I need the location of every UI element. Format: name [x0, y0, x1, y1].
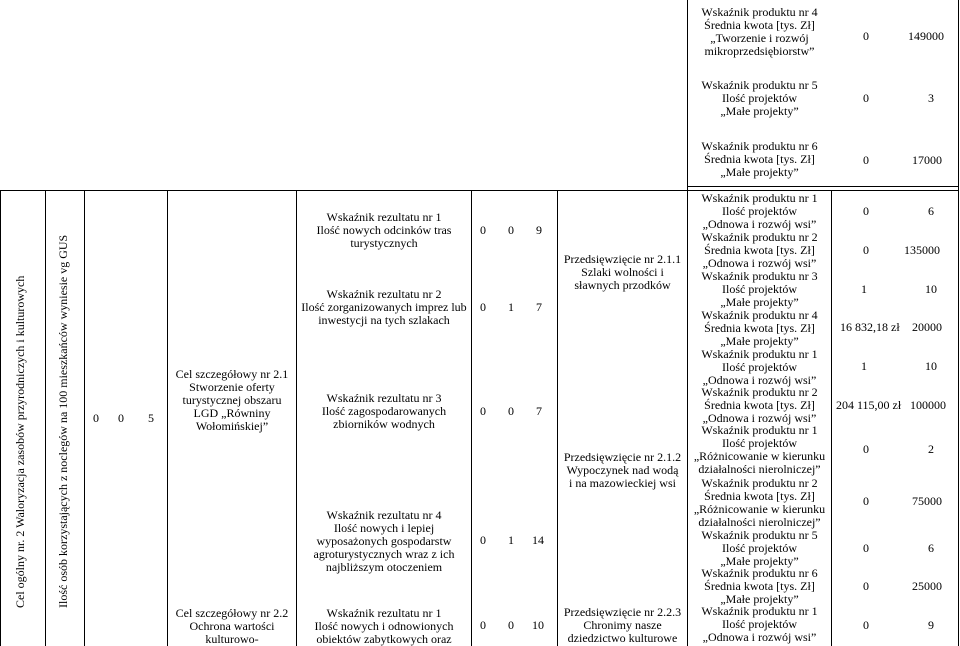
specific-goal-2-2: Cel szczegółowy nr 2.2 Ochrona wartości kulturowo- [175, 606, 289, 646]
top-product-value-2: 17000 [912, 153, 942, 167]
top-product-label: Wskaźnik produktu nr 4 Średnia kwota [tys. Zł] „Tworzenie i rozwój mikroprzedsiębiorstw” [701, 5, 818, 58]
result-value-1: 0 [480, 300, 486, 314]
product-value-2: 135000 [904, 243, 940, 257]
product-value-2: 100000 [910, 398, 946, 412]
product-value-1: 0 [863, 541, 869, 555]
top-product-value-2: 3 [928, 91, 934, 105]
top-product-value-1: 0 [863, 29, 869, 43]
product-indicator: Wskaźnik produktu nr 1 Ilość projektów „Odnowa i rozwój wsi” [701, 604, 818, 644]
product-indicator: Wskaźnik produktu nr 1 Ilość projektów „Odnowa i rozwój wsi” [701, 191, 818, 231]
product-indicator: Wskaźnik produktu nr 2 Średnia kwota [tys. Zł] „Odnowa i rozwój wsi” [701, 385, 818, 425]
product-value-2: 2 [928, 442, 934, 456]
product-indicator: Wskaźnik produktu nr 3 Ilość projektów „Małe projekty” [701, 269, 818, 309]
result-indicator: Wskaźnik rezultatu nr 1 Ilość nowych odcinków tras turystycznych [316, 210, 452, 250]
indicator-value-2: 0 [118, 411, 124, 425]
undertaking-2-1-2: Przedsięwzięcie nr 2.1.2 Wypoczynek nad wodą i na mazowieckiej wsi [563, 450, 682, 490]
result-value-3: 14 [532, 533, 544, 547]
product-value-1: 0 [863, 243, 869, 257]
result-value-2: 0 [508, 618, 514, 632]
result-value-3: 9 [536, 223, 542, 237]
indicator-value-1: 0 [93, 411, 99, 425]
product-value-1: 0 [863, 442, 869, 456]
result-value-2: 1 [508, 533, 514, 547]
product-value-1: 1 [861, 359, 867, 373]
product-value-1: 0 [863, 494, 869, 508]
product-value-2: 6 [928, 541, 934, 555]
general-goal: Cel ogólny nr. 2 Waloryzacja zasobów przyrodniczych i kulturowych [13, 275, 27, 608]
result-value-1: 0 [480, 618, 486, 632]
result-value-1: 0 [480, 533, 486, 547]
result-indicator: Wskaźnik rezultatu nr 3 Ilość zagospodarowanych zbiorników wodnych [321, 391, 447, 431]
result-indicator: Wskaźnik rezultatu nr 1 Ilość nowych i odnowionych obiektów zabytkowych oraz [314, 606, 454, 646]
result-value-1: 0 [480, 223, 486, 237]
product-value-2: 20000 [912, 320, 942, 334]
product-value-1: 0 [863, 579, 869, 593]
top-product-value-2: 149000 [908, 29, 944, 43]
top-product-value-1: 0 [863, 153, 869, 167]
result-indicator: Wskaźnik rezultatu nr 4 Ilość nowych i lepiej wyposażonych gospodarstw agroturystycznych wraz z ich najbliższym otoczeniem [313, 508, 455, 574]
product-value-1: 204 115,00 zł [836, 398, 902, 412]
product-indicator: Wskaźnik produktu nr 2 Średnia kwota [tys. Zł] „Odnowa i rozwój wsi” [701, 230, 818, 270]
top-product-value-1: 0 [863, 91, 869, 105]
product-indicator: Wskaźnik produktu nr 2 Średnia kwota [tys. Zł] „Różnicowanie w kierunku działalności nierolniczej” [693, 476, 826, 529]
product-value-2: 10 [925, 359, 937, 373]
product-indicator: Wskaźnik produktu nr 1 Ilość projektów „Różnicowanie w kierunku działalności nierolniczej” [693, 423, 826, 476]
product-value-1: 0 [863, 618, 869, 632]
result-value-2: 1 [508, 300, 514, 314]
product-value-1: 1 [861, 282, 867, 296]
result-value-2: 0 [508, 404, 514, 418]
product-value-2: 75000 [912, 494, 942, 508]
result-value-3: 10 [532, 618, 544, 632]
specific-goal-2-1: Cel szczegółowy nr 2.1 Stworzenie oferty turystycznej obszaru LGD „Równiny Wołomińskiej” [175, 367, 289, 433]
product-value-1: 16 832,18 zł [840, 320, 900, 334]
result-indicator: Wskaźnik rezultatu nr 2 Ilość zorganizowanych imprez lub inwestycji na tych szlakach [301, 287, 467, 327]
result-value-3: 7 [536, 300, 542, 314]
indicator-label: Ilość osób korzystających z noclegów na 100 mieszkańców wyniesie vg GUS [56, 234, 70, 608]
product-value-2: 10 [925, 282, 937, 296]
product-indicator: Wskaźnik produktu nr 5 Ilość projektów „Małe projekty” [701, 528, 818, 568]
result-value-3: 7 [536, 404, 542, 418]
undertaking-2-1-1: Przedsięwzięcie nr 2.1.1 Szlaki wolności i sławnych przodków [563, 252, 682, 292]
product-value-2: 9 [928, 618, 934, 632]
top-product-label: Wskaźnik produktu nr 5 Ilość projektów „Małe projekty” [701, 78, 818, 118]
product-value-2: 6 [928, 204, 934, 218]
product-indicator: Wskaźnik produktu nr 6 Średnia kwota [tys. Zł] „Małe projekty” [701, 566, 818, 606]
top-product-label: Wskaźnik produktu nr 6 Średnia kwota [tys. Zł] „Małe projekty” [701, 139, 818, 179]
product-value-1: 0 [863, 204, 869, 218]
product-indicator: Wskaźnik produktu nr 1 Ilość projektów „Odnowa i rozwój wsi” [701, 347, 818, 387]
product-value-2: 25000 [912, 579, 942, 593]
result-value-1: 0 [480, 404, 486, 418]
indicator-value-3: 5 [148, 411, 154, 425]
product-indicator: Wskaźnik produktu nr 4 Średnia kwota [tys. Zł] „Małe projekty” [701, 308, 818, 348]
result-value-2: 0 [508, 223, 514, 237]
undertaking-2-2-3: Przedsięwzięcie nr 2.2.3 Chronimy nasze dziedzictwo kulturowe [563, 605, 682, 645]
